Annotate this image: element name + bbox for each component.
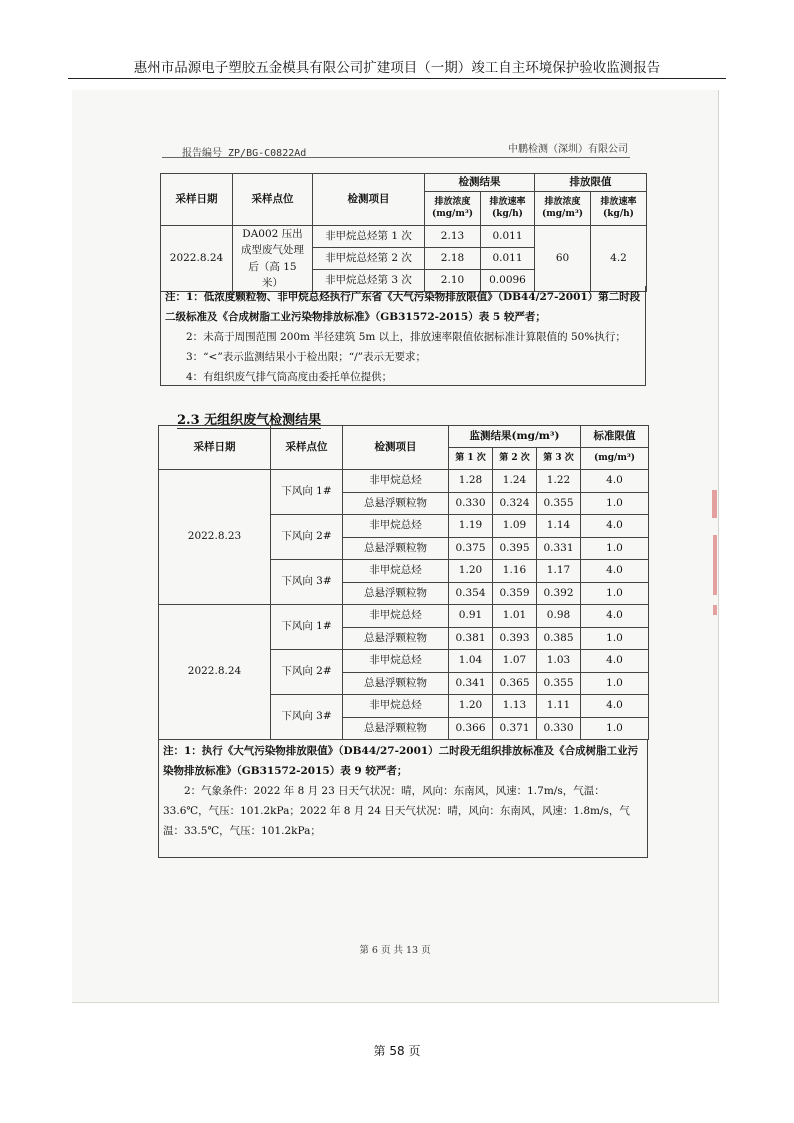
item-cell: 总悬浮颗粒物 <box>343 537 449 560</box>
run-3-value: 1.03 <box>537 650 581 673</box>
run-1-value: 1.04 <box>449 650 493 673</box>
unorganized-emission-table <box>158 425 649 740</box>
sample-date: 2022.8.23 <box>159 470 271 605</box>
item-cell: 总悬浮颗粒物 <box>343 672 449 695</box>
limit-value: 1.0 <box>581 627 649 650</box>
run-3-value: 0.330 <box>537 717 581 740</box>
limit-conc: 60 <box>535 226 591 292</box>
limit-value: 4.0 <box>581 470 649 493</box>
sample-point: 下风向 1# <box>271 470 343 515</box>
limit-value: 4.0 <box>581 650 649 673</box>
run-2-value: 0.395 <box>493 537 537 560</box>
note-line: 2：气象条件：2022 年 8 月 23 日天气状况：晴，风向：东南风，风速：1.7m/s，气温：33.6℃，气压：101.2kPa；2022 年 8 月 24 日天气状况：晴，风向：东南风，风速：1.8m/s，气温：33.5℃，气压：101.2kPa； <box>163 784 630 837</box>
run-1-value: 0.330 <box>449 492 493 515</box>
header-run-2: 第 2 次 <box>493 448 537 470</box>
run-1-value: 1.20 <box>449 695 493 718</box>
item-cell: 非甲烷总烃 <box>343 470 449 493</box>
rate-cell: 0.011 <box>481 248 535 270</box>
table-row <box>159 470 649 493</box>
header-date: 采样日期 <box>159 426 271 470</box>
run-2-value: 1.24 <box>493 470 537 493</box>
item-cell: 非甲烷总烃 <box>343 695 449 718</box>
table-row <box>159 605 649 628</box>
stamp-edge-mark <box>712 490 717 518</box>
stamp-edge-mark <box>713 535 717 595</box>
sample-point: 下风向 1# <box>271 605 343 650</box>
page-number: 第 58 页 <box>373 1044 421 1058</box>
run-2-value: 1.13 <box>493 695 537 718</box>
run-3-value: 1.14 <box>537 515 581 538</box>
organized-emission-table <box>160 173 647 292</box>
note-line: 2：未高于周围范围 200m 半径建筑 5m 以上，排放速率限值依据标准计算限值的 50%执行； <box>186 330 626 343</box>
sample-point: 下风向 2# <box>271 515 343 560</box>
run-1-value: 0.354 <box>449 582 493 605</box>
header-run-1: 第 1 次 <box>449 448 493 470</box>
item-cell: 非甲烷总烃 <box>343 515 449 538</box>
run-3-value: 1.11 <box>537 695 581 718</box>
run-1-value: 0.366 <box>449 717 493 740</box>
item-cell: 非甲烷总烃第 3 次 <box>313 270 425 292</box>
item-cell: 非甲烷总烃第 2 次 <box>313 248 425 270</box>
run-3-value: 0.331 <box>537 537 581 560</box>
limit-value: 4.0 <box>581 560 649 583</box>
header-run-3: 第 3 次 <box>537 448 581 470</box>
document-header: 惠州市品源电子塑胶五金模具有限公司扩建项目（一期）竣工自主环境保护验收监测报告 <box>133 60 661 76</box>
item-cell: 非甲烷总烃第 1 次 <box>313 226 425 248</box>
header-conc: 排放浓度 (mg/m³) <box>425 192 481 226</box>
conc-cell: 2.10 <box>425 270 481 292</box>
limit-value: 1.0 <box>581 537 649 560</box>
run-3-value: 0.355 <box>537 492 581 515</box>
limit-value: 4.0 <box>581 605 649 628</box>
scanned-page <box>72 90 719 1003</box>
note-line: 3：“<”表示监测结果小于检出限；“/”表示无要求； <box>186 350 426 363</box>
header-point: 采样点位 <box>233 174 313 226</box>
inner-page-number: 第 6 页 共 13 页 <box>359 945 431 956</box>
run-1-value: 0.381 <box>449 627 493 650</box>
run-1-value: 1.28 <box>449 470 493 493</box>
header-result-group: 监测结果(mg/m³) <box>449 426 581 448</box>
run-2-value: 1.09 <box>493 515 537 538</box>
table1-notes <box>160 286 646 386</box>
report-header-rule <box>162 157 630 158</box>
limit-value: 1.0 <box>581 492 649 515</box>
limit-value: 1.0 <box>581 582 649 605</box>
run-3-value: 0.355 <box>537 672 581 695</box>
note-line: 注：1：低浓度颗粒物、非甲烷总烃执行广东省《大气污染物排放限值》（DB44/27-2001）第二时段二级标准及《合成树脂工业污染物排放标准》（GB31572-2015）表 5 较严者； <box>165 291 641 323</box>
run-1-value: 1.19 <box>449 515 493 538</box>
header-limit: 标准限值 <box>581 426 649 448</box>
header-rate: 排放速率 (kg/h) <box>481 192 535 226</box>
run-2-value: 1.01 <box>493 605 537 628</box>
run-1-value: 0.341 <box>449 672 493 695</box>
limit-value: 4.0 <box>581 515 649 538</box>
header-limit-rate: 排放速率 (kg/h) <box>591 192 647 226</box>
sample-date: 2022.8.24 <box>161 226 233 292</box>
rate-cell: 0.011 <box>481 226 535 248</box>
run-3-value: 0.98 <box>537 605 581 628</box>
header-date: 采样日期 <box>161 174 233 226</box>
run-3-value: 1.17 <box>537 560 581 583</box>
item-cell: 非甲烷总烃 <box>343 560 449 583</box>
run-2-value: 0.324 <box>493 492 537 515</box>
table2-notes <box>158 740 648 858</box>
header-item: 检测项目 <box>313 174 425 226</box>
run-1-value: 1.20 <box>449 560 493 583</box>
run-2-value: 0.371 <box>493 717 537 740</box>
limit-value: 1.0 <box>581 717 649 740</box>
run-2-value: 1.07 <box>493 650 537 673</box>
item-cell: 总悬浮颗粒物 <box>343 627 449 650</box>
sample-point: 下风向 2# <box>271 650 343 695</box>
item-cell: 总悬浮颗粒物 <box>343 717 449 740</box>
limit-value: 4.0 <box>581 695 649 718</box>
run-1-value: 0.375 <box>449 537 493 560</box>
item-cell: 总悬浮颗粒物 <box>343 582 449 605</box>
company-name: 中鹏检测（深圳）有限公司 <box>508 144 628 155</box>
conc-cell: 2.18 <box>425 248 481 270</box>
run-1-value: 0.91 <box>449 605 493 628</box>
run-2-value: 1.16 <box>493 560 537 583</box>
sample-point: 下风向 3# <box>271 560 343 605</box>
run-2-value: 0.359 <box>493 582 537 605</box>
sample-point: DA002 压出成型废气处理后（高 15 米） <box>233 226 313 292</box>
item-cell: 总悬浮颗粒物 <box>343 492 449 515</box>
stamp-edge-mark <box>713 605 717 615</box>
header-point: 采样点位 <box>271 426 343 470</box>
run-2-value: 0.393 <box>493 627 537 650</box>
conc-cell: 2.13 <box>425 226 481 248</box>
item-cell: 非甲烷总烃 <box>343 605 449 628</box>
item-cell: 非甲烷总烃 <box>343 650 449 673</box>
limit-value: 1.0 <box>581 672 649 695</box>
run-3-value: 0.385 <box>537 627 581 650</box>
sample-point: 下风向 3# <box>271 695 343 740</box>
header-rule <box>68 78 726 79</box>
run-3-value: 0.392 <box>537 582 581 605</box>
section-title: 2.3 无组织废气检测结果 <box>177 409 321 429</box>
limit-rate: 4.2 <box>591 226 647 292</box>
header-result-group: 检测结果 <box>425 174 535 192</box>
sample-date: 2022.8.24 <box>159 605 271 740</box>
run-3-value: 1.22 <box>537 470 581 493</box>
header-limit-group: 排放限值 <box>535 174 647 192</box>
note-line: 4：有组织废气排气筒高度由委托单位提供； <box>186 370 393 383</box>
header-item: 检测项目 <box>343 426 449 470</box>
report-number: 报告编号 ZP/BG-C0822Ad <box>182 148 307 159</box>
header-limit-conc: 排放浓度 (mg/m³) <box>535 192 591 226</box>
note-line: 注：1：执行《大气污染物排放限值》（DB44/27-2001）二时段无组织排放标准及《合成树脂工业污染物排放标准》（GB31572-2015）表 9 较严者； <box>163 745 639 777</box>
run-2-value: 0.365 <box>493 672 537 695</box>
rate-cell: 0.0096 <box>481 270 535 292</box>
header-limit-unit: (mg/m³) <box>581 448 649 470</box>
